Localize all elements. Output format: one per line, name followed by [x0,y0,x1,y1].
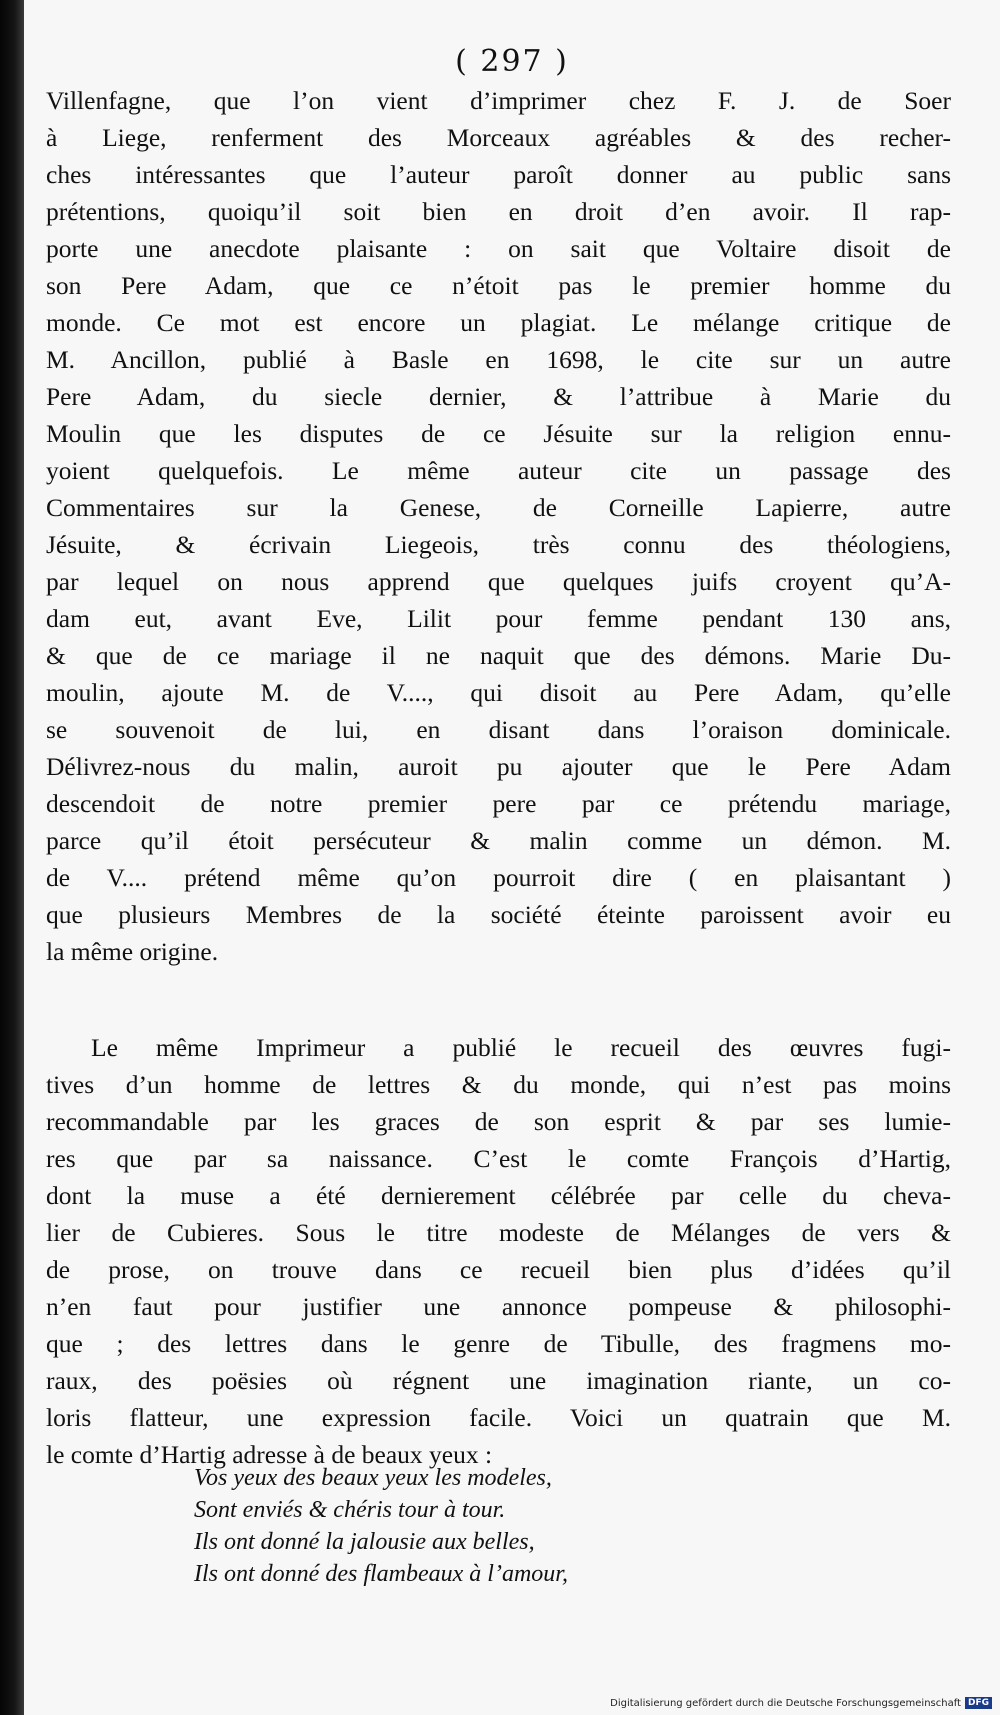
text-line: que plusieurs Membres de la société éteinte paroissent avoir eu [46,900,951,929]
text-line: se souvenoit de lui, en disant dans l’oraison dominicale. [46,715,951,744]
text-line: yoient quelquefois. Le même auteur cite un passage des [46,456,951,485]
text-line: parce qu’il étoit persécuteur & malin comme un démon. M. [46,826,951,855]
paragraph-1 [46,82,951,970]
text-line: Délivrez-nous du malin, auroit pu ajouter que le Pere Adam [46,752,951,781]
text-line: à Liege, renferment des Morceaux agréables & des recher- [46,123,951,152]
text-line: le comte d’Hartig adresse à de beaux yeux : [46,1440,493,1469]
text-line: recommandable par les graces de son esprit & par ses lumie- [46,1107,951,1136]
paragraph-2 [46,1029,951,1473]
text-line: la même origine. [46,937,219,966]
verse-line: Ils ont donné des flambeaux à l’amour, [194,1561,568,1587]
digitization-credit [610,1697,992,1709]
text-line: descendoit de notre premier pere par ce prétendu mariage, [46,789,951,818]
text-line: n’en faut pour justifier une annonce pompeuse & philosophi- [46,1292,951,1321]
book-spine-shadow [0,0,24,1715]
text-line: loris flatteur, une expression facile. Voici un quatrain que M. [46,1403,951,1432]
quatrain [194,1462,568,1590]
text-line: monde. Ce mot est encore un plagiat. Le mélange critique de [46,308,951,337]
text-line: porte une anecdote plaisante : on sait que Voltaire disoit de [46,234,951,263]
text-line: que ; des lettres dans le genre de Tibulle, des fragmens mo- [46,1329,951,1358]
book-page [24,0,1000,1715]
verse-line: Vos yeux des beaux yeux les modeles, [194,1465,552,1491]
text-line: moulin, ajoute M. de V...., qui disoit au Pere Adam, qu’elle [46,678,951,707]
text-line: Villenfagne, que l’on vient d’imprimer chez F. J. de Soer [46,86,951,115]
text-line: Jésuite, & écrivain Liegeois, très connu des théologiens, [46,530,951,559]
text-line: dont la muse a été dernierement célébrée par celle du cheva- [46,1181,951,1210]
dfg-logo: DFG [965,1697,992,1709]
text-line: res que par sa naissance. C’est le comte François d’Hartig, [46,1144,951,1173]
text-line: de prose, on trouve dans ce recueil bien plus d’idées qu’il [46,1255,951,1284]
paragraph-gap [46,970,951,1029]
text-line: son Pere Adam, que ce n’étoit pas le premier homme du [46,271,951,300]
text-line: Pere Adam, du siecle dernier, & l’attribue à Marie du [46,382,951,411]
text-line: Le même Imprimeur a publié le recueil des œuvres fugi- [91,1033,951,1062]
text-line: & que de ce mariage il ne naquit que des démons. Marie Du- [46,641,951,670]
verse-line: Sont enviés & chéris tour à tour. [194,1497,506,1523]
text-line: Commentaires sur la Genese, de Corneille Lapierre, autre [46,493,951,522]
text-body [46,82,951,1473]
text-line: lier de Cubieres. Sous le titre modeste de Mélanges de vers & [46,1218,951,1247]
text-line: raux, des poësies où régnent une imagination riante, un co- [46,1366,951,1395]
text-line: M. Ancillon, publié à Basle en 1698, le cite sur un autre [46,345,951,374]
text-line: prétentions, quoiqu’il soit bien en droit d’en avoir. Il rap- [46,197,951,226]
credit-text: Digitalisierung gefördert durch die Deutsche Forschungsgemeinschaft [610,1697,961,1709]
text-line: de V.... prétend même qu’on pourroit dire ( en plaisantant ) [46,863,951,892]
page-number: ( 297 ) [455,44,569,79]
text-line: Moulin que les disputes de ce Jésuite sur la religion ennu- [46,419,951,448]
text-line: dam eut, avant Eve, Lilit pour femme pendant 130 ans, [46,604,951,633]
text-line: par lequel on nous apprend que quelques juifs croyent qu’A- [46,567,951,596]
verse-line: Ils ont donné la jalousie aux belles, [194,1529,535,1555]
text-line: tives d’un homme de lettres & du monde, qui n’est pas moins [46,1070,951,1099]
text-line: ches intéressantes que l’auteur paroît donner au public sans [46,160,951,189]
